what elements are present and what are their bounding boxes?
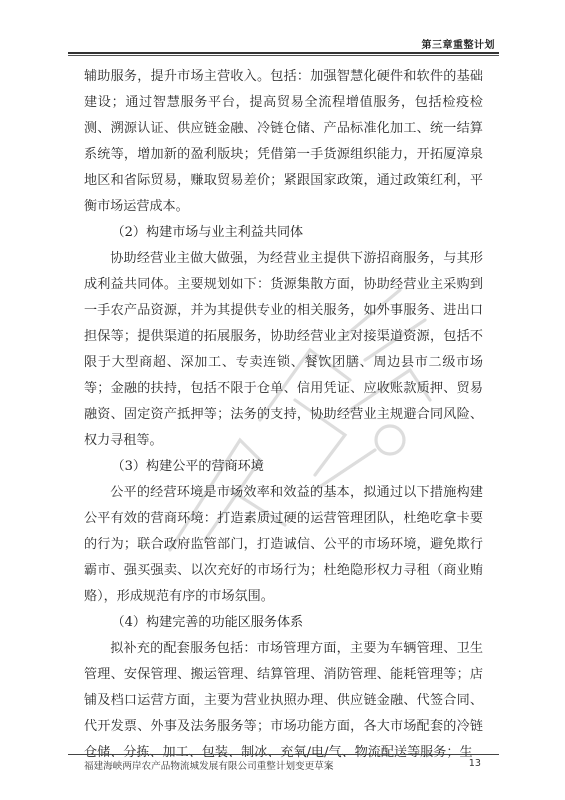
paragraph-continuation: 辅助服务，提升市场主营收入。包括：加强智慧化硬件和软件的基础建设；通过智慧服务平台，提高贸易全流程增值服务，包括检疫检测、溯源认证、供应链金融、冷链仓储、产品标准化加工、统一结算系统等，增加新的盈利版块；凭借第一手货源组织能力，开拓厦漳泉地区和省际贸易，赚取贸易差价；紧跟国家政策，通过政策红利，平衡市场运营成本。 xyxy=(84,69,483,214)
footer-company: 福建海峡两岸农产品物流城发展有限公司重整计划变更草案 xyxy=(84,761,334,772)
body-text xyxy=(84,64,483,766)
section-heading-2: （2）构建市场与业主利益共同体 xyxy=(111,225,304,240)
paragraph-body: 拟补充的配套服务包括：市场管理方面，主要为车辆管理、卫生管理、安保管理、搬运管理、结算管理、消防管理、能耗管理等；店铺及档口运营方面，主要为营业执照办理、供应链金融、代签合同、代开发票、外事及法务服务等；市场功能方面，各大市场配套的冷链仓储、分拣、加工、包装、制冰、充氧/电/气、物流配送等服务；生 xyxy=(84,641,483,760)
paragraph-body: 公平的经营环境是市场效率和效益的基本，拟通过以下措施构建公平有效的营商环境：打造素质过硬的运营管理团队，杜绝吃拿卡要的行为；联合政府监管部门，打造诚信、公平的市场环境，避免欺行霸市、强买强卖、以次充好的市场行为；杜绝隐形权力寻租（商业贿赂），形成规范有序的市场氛围。 xyxy=(84,485,483,604)
page-number: 13 xyxy=(468,758,481,769)
paragraph-body: 协助经营业主做大做强，为经营业主提供下游招商服务，与其形成利益共同体。主要规划如下：货源集散方面，协助经营业主采购到一手农产品资源，并为其提供专业的相关服务，如外事服务、进出口担保等；提供渠道的拓展服务，协助经营业主对接渠道资源，包括不限于大型商超、深加工、专卖连锁、餐饮团膳、周边县市二级市场等；金融的扶持，包括不限于仓单、信用凭证、应收账款质押、贸易融资、固定资产抵押等；法务的支持，协助经营业主规避合同风险、权力寻租等。 xyxy=(84,251,483,448)
footer-rule xyxy=(68,754,499,755)
header-rule xyxy=(68,52,499,56)
chapter-header: 第三章重整计划 xyxy=(421,40,495,51)
section-heading-3: （3）构建公平的营商环境 xyxy=(111,459,264,474)
section-heading-4: （4）构建完善的功能区服务体系 xyxy=(111,615,304,630)
